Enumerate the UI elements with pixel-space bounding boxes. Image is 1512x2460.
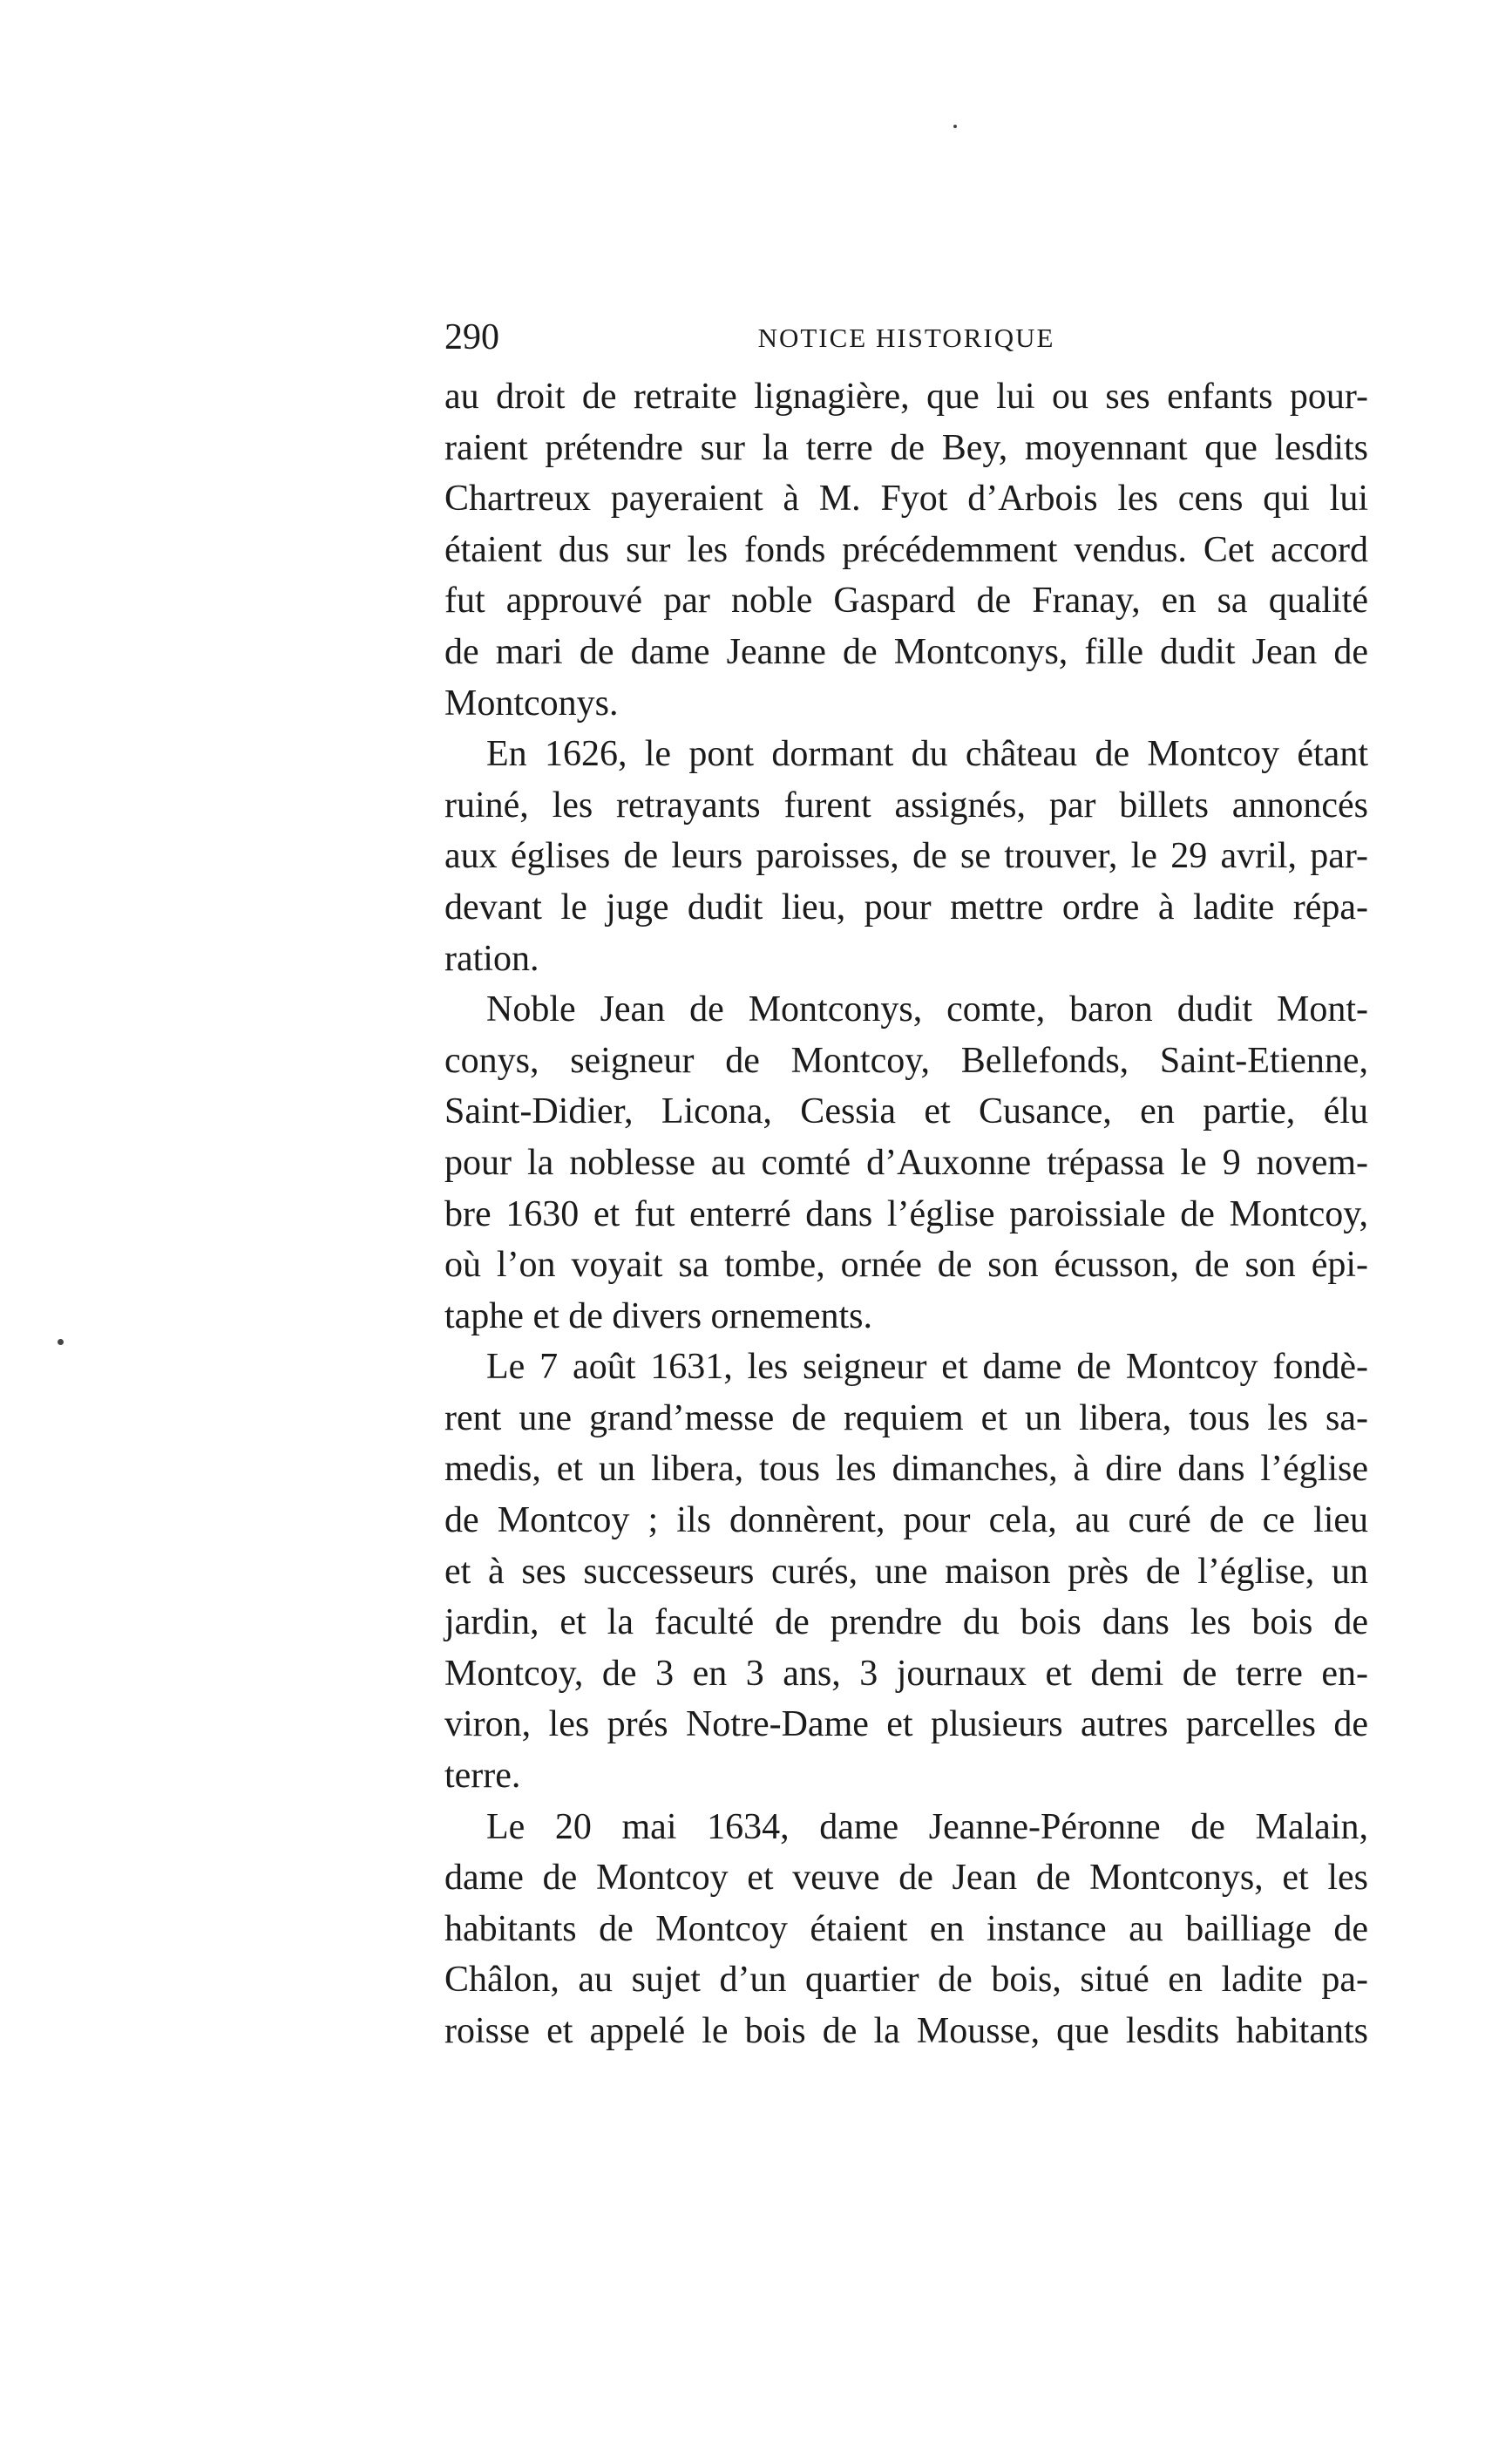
text-line: où l’on voyait sa tombe, ornée de son écusson, de son épi- — [444, 1245, 1368, 1286]
text-line: aux églises de leurs paroisses, de se trouver, le 29 avril, par- — [444, 836, 1368, 877]
text-line: dame de Montcoy et veuve de Jean de Montconys, et les — [444, 1858, 1368, 1899]
text-line: Montconys. — [444, 683, 619, 724]
text-line: roisse et appelé le bois de la Mousse, que lesdits habitants — [444, 2011, 1368, 2051]
text-line: viron, les prés Notre-Dame et plusieurs autres parcelles de — [444, 1704, 1368, 1745]
text-line: pour la noblesse au comté d’Auxonne trépassa le 9 novem- — [444, 1142, 1368, 1183]
text-line: ration. — [444, 938, 539, 979]
ink-spot — [58, 1339, 64, 1345]
text-line: étaient dus sur les fonds précédemment vendus. Cet accord — [444, 529, 1368, 570]
text-line: conys, seigneur de Montcoy, Bellefonds, Saint-Etienne, — [444, 1040, 1368, 1081]
text-line: fut approuvé par noble Gaspard de Franay, en sa qualité — [444, 581, 1368, 622]
text-line: Montcoy, de 3 en 3 ans, 3 journaux et demi de terre en- — [444, 1653, 1368, 1694]
text-line: rent une grand’messe de requiem et un libera, tous les sa- — [444, 1397, 1368, 1438]
text-line: terre. — [444, 1756, 521, 1797]
text-line: raient prétendre sur la terre de Bey, moyennant que lesdits — [444, 427, 1368, 468]
text-line: Saint-Didier, Licona, Cessia et Cusance, en partie, élu — [444, 1091, 1368, 1132]
text-line: En 1626, le pont dormant du château de Montcoy étant — [486, 734, 1368, 775]
text-line: habitants de Montcoy étaient en instance au bailliage de — [444, 1908, 1368, 1949]
ink-spot — [953, 125, 957, 128]
text-line: jardin, et la faculté de prendre du bois dans les bois de — [444, 1602, 1368, 1643]
text-line: de mari de dame Jeanne de Montconys, fille dudit Jean de — [444, 631, 1368, 672]
text-line: Chartreux payeraient à M. Fyot d’Arbois les cens qui lui — [444, 479, 1368, 520]
text-line: Noble Jean de Montconys, comte, baron dudit Mont- — [486, 989, 1368, 1030]
running-head: NOTICE HISTORIQUE — [757, 323, 1055, 353]
text-line: au droit de retraite lignagière, que lui ou ses enfants pour- — [444, 377, 1368, 417]
text-line: devant le juge dudit lieu, pour mettre ordre à ladite répa- — [444, 887, 1368, 928]
text-line: Le 7 août 1631, les seigneur et dame de Montcoy fondè- — [486, 1347, 1368, 1388]
text-line: medis, et un libera, tous les dimanches, à dire dans l’église — [444, 1449, 1368, 1490]
text-line: Châlon, au sujet d’un quartier de bois, situé en ladite pa- — [444, 1960, 1368, 2001]
text-line: taphe et de divers ornements. — [444, 1295, 872, 1336]
text-line: ruiné, les retrayants furent assignés, par billets annoncés — [444, 785, 1368, 826]
page-number: 290 — [444, 317, 499, 357]
text-line: de Montcoy ; ils donnèrent, pour cela, au curé de ce lieu — [444, 1500, 1368, 1541]
text-line: et à ses successeurs curés, une maison près de l’église, un — [444, 1551, 1368, 1592]
text-line: Le 20 mai 1634, dame Jeanne-Péronne de Malain, — [486, 1806, 1368, 1847]
body-text — [444, 371, 1368, 2057]
text-line: bre 1630 et fut enterré dans l’église paroissiale de Montcoy, — [444, 1193, 1368, 1234]
page-header — [444, 316, 1368, 359]
